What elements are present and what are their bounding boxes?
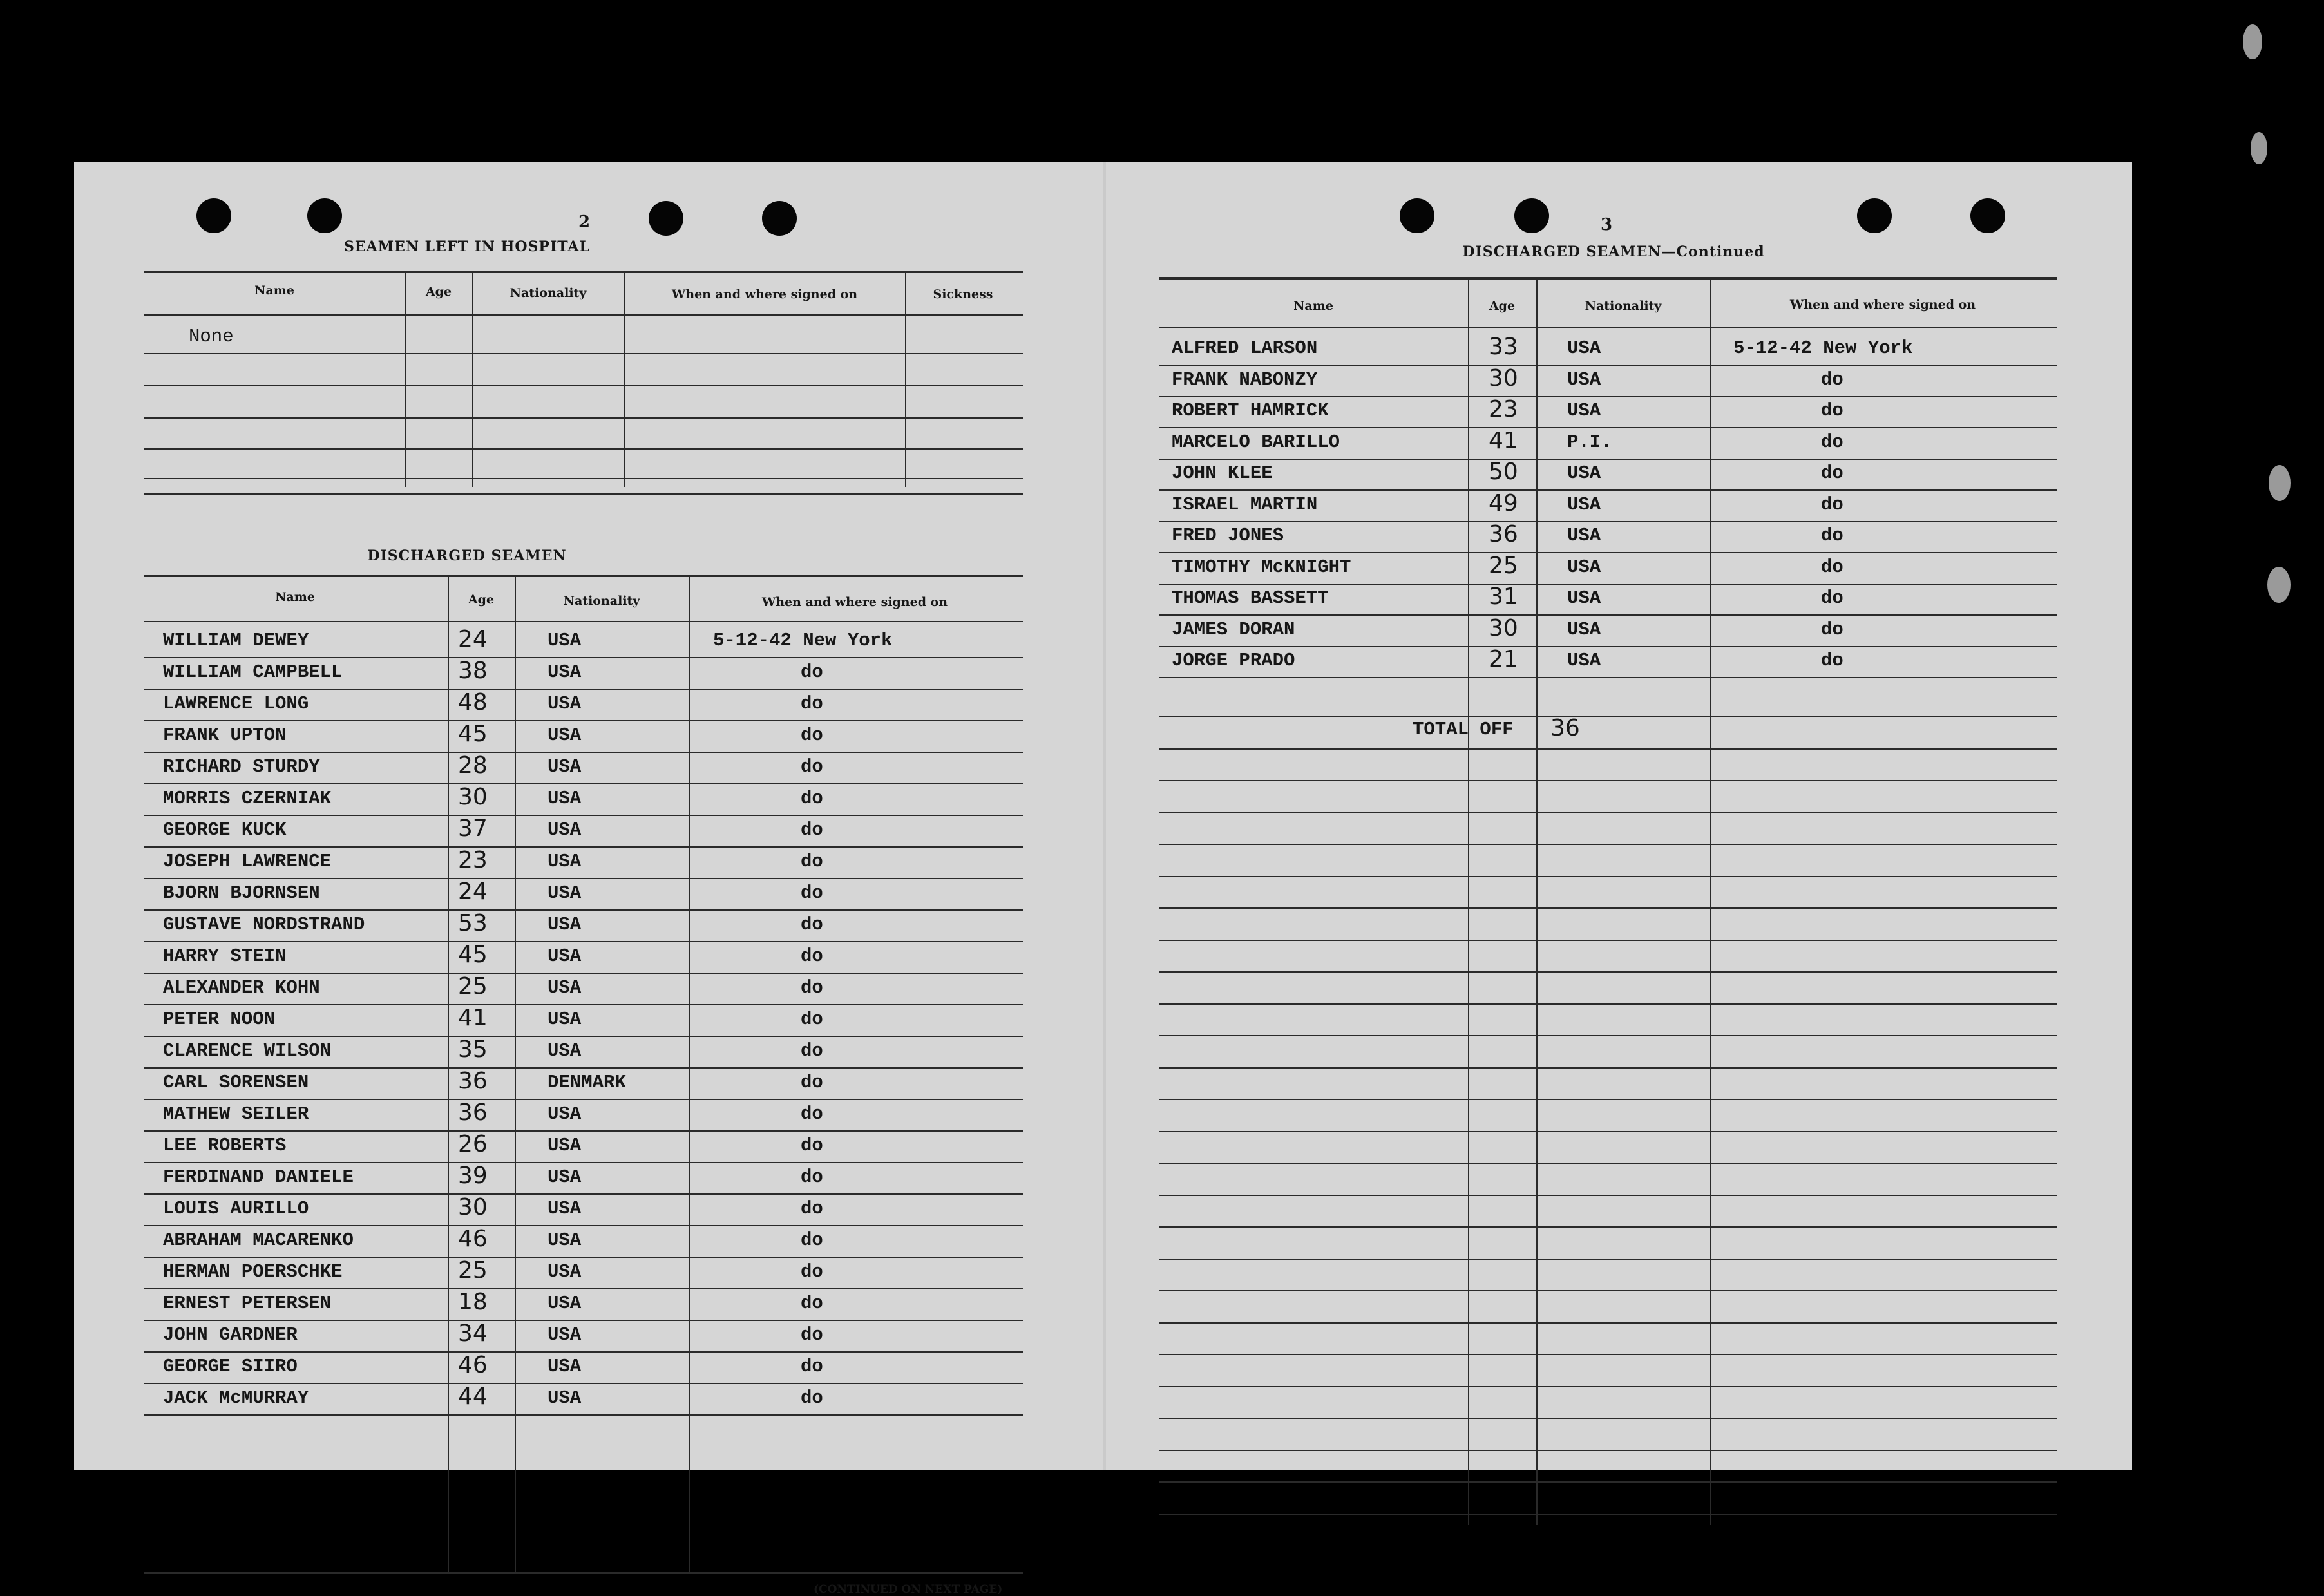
binder-hole-edge: [2251, 132, 2267, 164]
seaman-name: TIMOTHY McKNIGHT: [1172, 556, 1351, 578]
seaman-signed-on: do: [1821, 587, 1843, 609]
seaman-nationality: USA: [548, 630, 582, 651]
seaman-nationality: P.I.: [1567, 432, 1612, 453]
table-rule: [144, 575, 1023, 577]
table-rule: [144, 909, 1023, 911]
table-rule: [1159, 844, 2057, 845]
table-rule: [144, 385, 1023, 386]
column-header-age: Age: [425, 285, 452, 299]
seaman-signed-on: do: [801, 819, 823, 841]
discharged-section-title: DISCHARGED SEAMEN: [367, 547, 567, 564]
seaman-signed-on: do: [1821, 462, 1843, 484]
seaman-name: LEE ROBERTS: [163, 1135, 287, 1156]
column-header-name: Name: [1293, 299, 1333, 313]
seaman-nationality: USA: [1567, 400, 1601, 421]
seaman-signed-on: do: [1821, 525, 1843, 546]
seaman-age: 34: [458, 1320, 488, 1347]
table-rule: [1159, 1163, 2057, 1164]
column-header-nationality: Nationality: [563, 594, 640, 608]
seaman-nationality: USA: [548, 788, 582, 809]
table-rule: [1159, 876, 2057, 877]
table-rule: [1159, 748, 2057, 750]
seaman-signed-on: do: [801, 977, 823, 998]
seaman-signed-on: do: [801, 1103, 823, 1125]
punch-hole: [1514, 198, 1549, 233]
seaman-signed-on: do: [801, 1387, 823, 1409]
seaman-age: 30: [1489, 365, 1518, 392]
table-rule: [1159, 1035, 2057, 1036]
table-rule: [144, 657, 1023, 658]
seaman-signed-on: do: [801, 1009, 823, 1030]
table-rule: [1159, 1131, 2057, 1132]
table-rule: [1159, 396, 2057, 397]
seaman-age: 36: [1489, 521, 1518, 547]
seaman-name: MATHEW SEILER: [163, 1103, 309, 1125]
seaman-signed-on: do: [801, 1261, 823, 1282]
table-rule: [144, 1257, 1023, 1258]
binder-hole-edge: [2243, 24, 2262, 59]
seaman-signed-on: do: [801, 1072, 823, 1093]
seaman-age: 23: [458, 847, 488, 873]
table-rule: [144, 1383, 1023, 1384]
table-rule: [1159, 327, 2057, 328]
table-rule: [144, 689, 1023, 690]
seaman-name: ERNEST PETERSEN: [163, 1293, 332, 1314]
seaman-name: MORRIS CZERNIAK: [163, 788, 332, 809]
seaman-signed-on: do: [1821, 369, 1843, 390]
seaman-name: CLARENCE WILSON: [163, 1040, 332, 1061]
page-number: 2: [578, 213, 591, 232]
seaman-signed-on: do: [801, 725, 823, 746]
punch-hole: [1400, 198, 1434, 233]
seaman-age: 46: [458, 1352, 488, 1378]
seaman-name: HARRY STEIN: [163, 945, 287, 967]
seaman-age: 38: [458, 658, 488, 684]
seaman-name: LAWRENCE LONG: [163, 693, 309, 714]
table-rule: [1159, 907, 2057, 909]
table-rule: [1159, 940, 2057, 941]
column-header-signed-on: When and where signed on: [1789, 298, 1976, 312]
seaman-nationality: USA: [548, 661, 582, 683]
seaman-age: 25: [458, 973, 488, 1000]
seaman-age: 31: [1489, 584, 1518, 610]
table-column-rule: [1468, 278, 1469, 1525]
seaman-age: 36: [458, 1068, 488, 1094]
seaman-nationality: USA: [548, 1356, 582, 1377]
table-column-rule: [1536, 278, 1538, 1525]
seaman-name: ISRAEL MARTIN: [1172, 494, 1318, 515]
table-rule: [144, 1130, 1023, 1132]
punch-hole: [307, 198, 342, 233]
table-rule: [144, 417, 1023, 419]
seaman-name: PETER NOON: [163, 1009, 276, 1030]
table-column-rule: [624, 272, 625, 487]
table-rule: [144, 1414, 1023, 1416]
seaman-signed-on: do: [801, 1166, 823, 1188]
total-off-value: 36: [1550, 715, 1580, 741]
column-header-nationality: Nationality: [510, 286, 587, 300]
seaman-name: HERMAN POERSCHKE: [163, 1261, 343, 1282]
seaman-age: 45: [458, 721, 488, 747]
table-rule: [144, 1288, 1023, 1289]
seaman-age: 46: [458, 1226, 488, 1252]
column-header-signed-on: When and where signed on: [671, 287, 858, 301]
seaman-name: LOUIS AURILLO: [163, 1198, 309, 1219]
table-rule: [1159, 521, 2057, 522]
table-rule: [144, 720, 1023, 721]
seaman-signed-on: do: [1821, 619, 1843, 640]
seaman-age: 21: [1489, 646, 1518, 672]
seaman-nationality: USA: [1567, 494, 1601, 515]
seaman-name: FRANK NABONZY: [1172, 369, 1318, 390]
seaman-nationality: USA: [548, 693, 582, 714]
seaman-age: 36: [458, 1099, 488, 1126]
seaman-nationality: USA: [548, 1293, 582, 1314]
table-rule: [144, 1067, 1023, 1069]
table-rule: [144, 314, 1023, 316]
seaman-age: 25: [1489, 553, 1518, 579]
seaman-age: 48: [458, 689, 488, 716]
table-rule: [1159, 1226, 2057, 1228]
table-rule: [1159, 780, 2057, 781]
seaman-nationality: USA: [548, 1261, 582, 1282]
seaman-age: 26: [458, 1131, 488, 1157]
seaman-nationality: USA: [548, 1135, 582, 1156]
seaman-signed-on: do: [801, 661, 823, 683]
table-rule: [144, 846, 1023, 848]
seaman-nationality: USA: [548, 1009, 582, 1030]
table-rule: [1159, 277, 2057, 280]
seaman-nationality: USA: [548, 1103, 582, 1125]
table-rule: [1159, 489, 2057, 491]
table-rule: [1159, 1354, 2057, 1355]
seaman-signed-on: do: [801, 1324, 823, 1345]
seaman-age: 44: [458, 1383, 488, 1410]
table-rule: [1159, 1003, 2057, 1005]
column-header-age: Age: [1489, 299, 1516, 313]
column-header-sickness: Sickness: [933, 287, 993, 301]
seaman-name: WILLIAM CAMPBELL: [163, 661, 343, 683]
seaman-name: ALEXANDER KOHN: [163, 977, 320, 998]
seaman-nationality: USA: [548, 977, 582, 998]
seaman-name: ABRAHAM MACARENKO: [163, 1230, 354, 1251]
table-rule: [144, 752, 1023, 753]
seaman-signed-on: do: [801, 882, 823, 904]
seaman-name: JACK McMURRAY: [163, 1387, 309, 1409]
seaman-name: JAMES DORAN: [1172, 619, 1295, 640]
seaman-nationality: DENMARK: [548, 1072, 626, 1093]
seaman-signed-on: do: [1821, 556, 1843, 578]
table-rule: [144, 478, 1023, 479]
seaman-age: 37: [458, 815, 488, 842]
table-rule: [144, 353, 1023, 354]
seaman-signed-on: do: [801, 756, 823, 777]
column-header-age: Age: [468, 593, 495, 607]
table-rule: [1159, 1481, 2057, 1483]
table-rule: [1159, 459, 2057, 460]
table-column-rule: [689, 576, 690, 1572]
punch-hole: [1857, 198, 1892, 233]
seaman-nationality: USA: [1567, 556, 1601, 578]
table-rule: [1159, 1259, 2057, 1260]
table-rule: [1159, 812, 2057, 813]
table-rule: [1159, 1067, 2057, 1069]
column-header-name: Name: [275, 590, 315, 604]
seaman-age: 24: [458, 879, 488, 905]
table-column-rule: [448, 576, 449, 1572]
seaman-name: WILLIAM DEWEY: [163, 630, 309, 651]
seaman-age: 50: [1489, 459, 1518, 485]
seaman-signed-on: do: [801, 945, 823, 967]
seaman-signed-on: do: [801, 1293, 823, 1314]
table-rule: [1159, 584, 2057, 585]
table-rule: [1159, 646, 2057, 647]
seaman-signed-on: 5-12-42 New York: [1733, 337, 1913, 359]
table-column-rule: [515, 576, 516, 1572]
table-rule: [1159, 716, 2057, 717]
seaman-nationality: USA: [548, 725, 582, 746]
seaman-signed-on: do: [801, 851, 823, 872]
page-fold: [1103, 162, 1106, 1470]
seaman-name: THOMAS BASSETT: [1172, 587, 1329, 609]
table-rule: [144, 973, 1023, 974]
seaman-nationality: USA: [548, 1166, 582, 1188]
seaman-age: 41: [1489, 428, 1518, 454]
seaman-age: 28: [458, 752, 488, 779]
table-column-rule: [905, 272, 906, 487]
seaman-signed-on: do: [1821, 400, 1843, 421]
table-rule: [144, 621, 1023, 622]
seaman-nationality: USA: [1567, 650, 1601, 671]
seaman-signed-on: do: [801, 1230, 823, 1251]
table-column-rule: [1710, 278, 1711, 1525]
seaman-nationality: USA: [548, 914, 582, 935]
table-rule: [1159, 1514, 2057, 1515]
table-column-rule: [472, 272, 473, 487]
seaman-name: RICHARD STURDY: [163, 756, 320, 777]
seaman-nationality: USA: [1567, 587, 1601, 609]
seaman-signed-on: 5-12-42 New York: [713, 630, 893, 651]
punch-hole: [196, 198, 231, 233]
seaman-signed-on: do: [1821, 494, 1843, 515]
document-sheet: [74, 162, 2132, 1596]
table-rule: [1159, 365, 2057, 366]
table-rule: [1159, 1418, 2057, 1419]
seaman-age: 30: [458, 1194, 488, 1221]
table-column-rule: [405, 272, 406, 487]
seaman-name: ALFRED LARSON: [1172, 337, 1318, 359]
seaman-nationality: USA: [1567, 462, 1601, 484]
punch-hole: [762, 201, 797, 236]
seaman-signed-on: do: [801, 1040, 823, 1061]
binder-hole-edge: [2267, 567, 2291, 603]
seaman-age: 25: [458, 1257, 488, 1284]
table-rule: [144, 1162, 1023, 1163]
seaman-name: MARCELO BARILLO: [1172, 432, 1340, 453]
discharged-continued-title: DISCHARGED SEAMEN—Continued: [1462, 243, 1765, 260]
seaman-signed-on: do: [801, 914, 823, 935]
seaman-name: FERDINAND DANIELE: [163, 1166, 354, 1188]
table-rule: [144, 1351, 1023, 1353]
table-rule: [1159, 1322, 2057, 1324]
seaman-age: 35: [458, 1036, 488, 1063]
table-rule: [1159, 552, 2057, 553]
table-rule: [144, 1225, 1023, 1226]
table-rule: [144, 1193, 1023, 1195]
seaman-signed-on: do: [801, 788, 823, 809]
table-rule: [1159, 427, 2057, 428]
seaman-age: 18: [458, 1289, 488, 1315]
table-rule: [1159, 614, 2057, 616]
seaman-nationality: USA: [548, 882, 582, 904]
seaman-signed-on: do: [801, 1135, 823, 1156]
hospital-section-title: SEAMEN LEFT IN HOSPITAL: [344, 238, 590, 255]
seaman-nationality: USA: [548, 945, 582, 967]
table-rule: [144, 271, 1023, 273]
seaman-name: FRANK UPTON: [163, 725, 287, 746]
table-rule: [144, 1004, 1023, 1005]
page-number: 3: [1601, 215, 1613, 234]
table-rule: [144, 783, 1023, 784]
column-header-nationality: Nationality: [1585, 299, 1662, 313]
table-rule: [1159, 677, 2057, 678]
seaman-age: 53: [458, 910, 488, 936]
table-rule: [144, 815, 1023, 816]
seaman-nationality: USA: [548, 851, 582, 872]
seaman-age: 49: [1489, 490, 1518, 517]
seaman-nationality: USA: [1567, 369, 1601, 390]
table-rule: [144, 1320, 1023, 1321]
seaman-nationality: USA: [548, 1387, 582, 1409]
seaman-name: FRED JONES: [1172, 525, 1284, 546]
seaman-signed-on: do: [801, 1198, 823, 1219]
seaman-age: 39: [458, 1163, 488, 1189]
seaman-age: 45: [458, 942, 488, 968]
seaman-signed-on: do: [1821, 432, 1843, 453]
seaman-age: 30: [1489, 615, 1518, 641]
seaman-age: 41: [458, 1005, 488, 1031]
seaman-name: GEORGE KUCK: [163, 819, 287, 841]
seaman-name: ROBERT HAMRICK: [1172, 400, 1329, 421]
seaman-name: BJORN BJORNSEN: [163, 882, 320, 904]
seaman-signed-on: do: [1821, 650, 1843, 671]
punch-hole: [649, 201, 683, 236]
seaman-name: GEORGE SIIRO: [163, 1356, 298, 1377]
seaman-nationality: USA: [548, 1198, 582, 1219]
table-rule: [1159, 1290, 2057, 1291]
seaman-nationality: USA: [548, 1230, 582, 1251]
seaman-age: 23: [1489, 396, 1518, 423]
seaman-nationality: USA: [1567, 337, 1601, 359]
table-rule: [1159, 971, 2057, 973]
seaman-age: 24: [458, 626, 488, 652]
seaman-age: 30: [458, 784, 488, 810]
binder-hole-edge: [2269, 465, 2291, 501]
continued-note: (CONTINUED ON NEXT PAGE): [814, 1583, 1003, 1596]
seaman-nationality: USA: [548, 819, 582, 841]
column-header-name: Name: [254, 283, 294, 298]
table-rule: [1159, 1195, 2057, 1196]
table-rule: [144, 1099, 1023, 1100]
table-rule: [1159, 1450, 2057, 1451]
table-rule: [144, 1572, 1023, 1574]
table-rule: [144, 493, 1023, 495]
seaman-name: GUSTAVE NORDSTRAND: [163, 914, 365, 935]
seaman-name: JOHN GARDNER: [163, 1324, 298, 1345]
table-rule: [144, 448, 1023, 450]
seaman-name: CARL SORENSEN: [163, 1072, 309, 1093]
hospital-entry: None: [189, 326, 234, 347]
table-rule: [1159, 1386, 2057, 1387]
table-rule: [1159, 1099, 2057, 1100]
punch-hole: [1970, 198, 2005, 233]
column-header-signed-on: When and where signed on: [761, 595, 948, 609]
seaman-nationality: USA: [1567, 525, 1601, 546]
table-rule: [144, 878, 1023, 879]
table-rule: [144, 1036, 1023, 1037]
seaman-signed-on: do: [801, 1356, 823, 1377]
seaman-name: JOSEPH LAWRENCE: [163, 851, 332, 872]
seaman-nationality: USA: [548, 1324, 582, 1345]
total-off-label: TOTAL OFF: [1413, 719, 1514, 740]
seaman-age: 33: [1489, 334, 1518, 360]
seaman-signed-on: do: [801, 693, 823, 714]
table-rule: [144, 941, 1023, 942]
seaman-name: JORGE PRADO: [1172, 650, 1295, 671]
seaman-nationality: USA: [548, 1040, 582, 1061]
seaman-nationality: USA: [548, 756, 582, 777]
seaman-name: JOHN KLEE: [1172, 462, 1273, 484]
seaman-nationality: USA: [1567, 619, 1601, 640]
